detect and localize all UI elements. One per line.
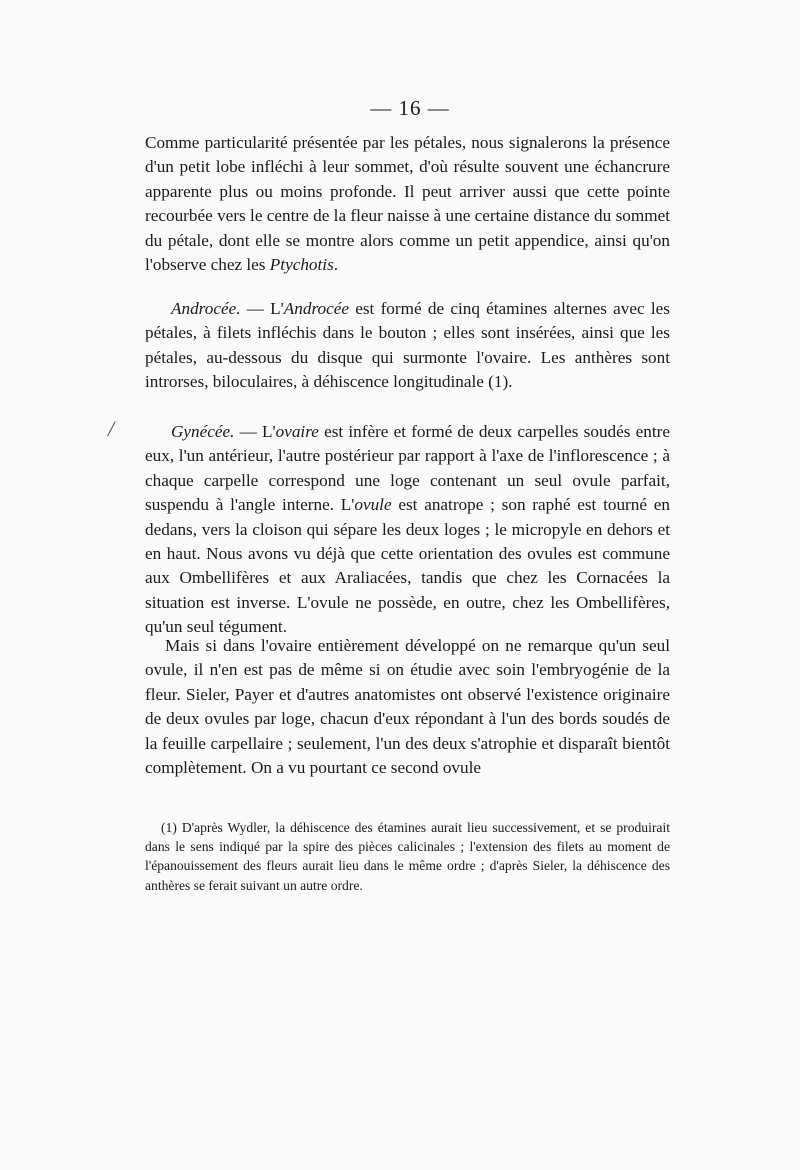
term-androcee: Androcée — [283, 299, 349, 318]
paragraph-text: est formé de cinq étamines alternes avec les pétales, à filets infléchis dans le bouton ; elles sont insérées, ainsi que les pétales, au-dessous du disque qui surmonte l'ovaire. Les anthères sont introrses, biloculaires, à déhiscence longitudinale (1). — [145, 299, 670, 392]
section-heading-androcee: Androcée. — [171, 299, 241, 318]
paragraph-gynecee — [145, 420, 670, 640]
term-ovaire: ovaire — [275, 422, 319, 441]
term-ovule: ovule — [354, 495, 392, 515]
footnote — [145, 818, 670, 895]
paragraph-text: Comme particularité présentée par les pétales, nous signalerons la présence d'un petit lobe infléchi à leur sommet, d'où résulte souvent une échancrure apparente plus ou moins profonde. Il peut arriver aussi que cette pointe recourbée vers le centre de la fleur naisse à une certaine distance du sommet du pétale, dont elle se montre alors comme un petit appendice, ainsi qu'on l'observe chez les — [145, 133, 670, 275]
genus-name: Ptychotis — [269, 255, 334, 275]
dash: — L' — [234, 422, 276, 441]
paragraph-text: est anatrope ; son raphé est tourné en dedans, vers la cloison qui sépare les deux loges ; le micropyle en dehors et en haut. Nous avons vu déjà que cette orientation des ovules est commune aux Ombellifères et aux Araliacées, tandis que chez les Cornacées la situation est inverse. L'ovule ne possède, en outre, chez les Ombellifères, qu'un seul tégument. — [145, 495, 670, 637]
punctuation: . — [333, 255, 339, 275]
page-number: — 16 — — [370, 96, 450, 120]
paragraph-petals — [145, 131, 670, 277]
section-heading-gynecee: Gynécée. — [171, 422, 235, 441]
footnote-text: (1) D'après Wydler, la déhiscence des étamines aurait lieu successivement, et se produirait dans le sens indiqué par la spire des pièces calicinales ; l'extension des filets au moment de l'épanouissement des fleurs aurait lieu dans le même ordre ; d'après Sieler, la déhiscence des anthères se ferait suivant un autre ordre. — [145, 820, 670, 893]
paragraph-text: est infère et formé de deux carpelles soudés entre eux, l'un antérieur, l'autre postérieur par rapport à l'axe de l'inflorescence ; à chaque carpelle correspond une loge contenant un seul ovule parfait, suspendu à l'angle interne. L' — [145, 422, 670, 515]
paragraph-embryogenie — [145, 634, 670, 780]
paragraph-text: Mais si dans l'ovaire entièrement développé on ne remarque qu'un seul ovule, il n'en est pas de même si on étudie avec soin l'embryogénie de la fleur. Sieler, Payer et d'autres anatomistes ont observé l'existence originaire de deux ovules par loge, chacun d'eux répondant à l'un des bords soudés de la feuille carpellaire ; seulement, l'un des deux s'atrophie et disparaît bientôt complètement. On a vu pourtant ce second ovule — [145, 636, 670, 778]
dash: — L' — [240, 299, 284, 318]
paragraph-androcee — [145, 297, 670, 395]
margin-annotation: / — [108, 416, 115, 441]
